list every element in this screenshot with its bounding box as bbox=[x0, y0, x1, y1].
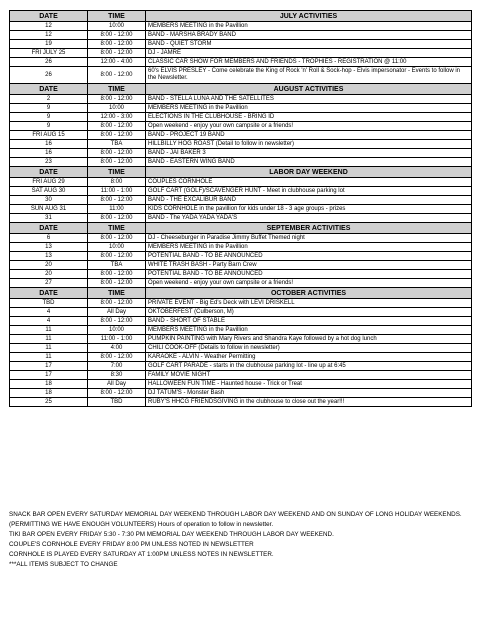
activity-date: 13 bbox=[10, 243, 88, 252]
activity-time: TBA bbox=[88, 140, 146, 149]
activity-row bbox=[10, 317, 472, 326]
activity-description: CLASSIC CAR SHOW FOR MEMBERS AND FRIENDS - TROPHIES - REGISTRATION @ 11:00 bbox=[146, 58, 472, 67]
activity-date: 11 bbox=[10, 353, 88, 362]
activity-date: 11 bbox=[10, 344, 88, 353]
activity-row bbox=[10, 299, 472, 308]
activity-row bbox=[10, 279, 472, 288]
activity-time: 11:00 - 1:00 bbox=[88, 187, 146, 196]
note-line: TIKI BAR OPEN EVERY FRIDAY 5:30 - 7:30 PM MEMORIAL DAY WEEKEND THROUGH LABOR DAY WEEKEND. bbox=[9, 531, 334, 538]
date-column-header: DATE bbox=[10, 11, 88, 22]
activity-row bbox=[10, 58, 472, 67]
section-header-row bbox=[10, 223, 472, 234]
time-column-header: TIME bbox=[88, 167, 146, 178]
activity-time: 11:00 - 1:00 bbox=[88, 335, 146, 344]
activity-description: DJ TATUM'S - Monster Bash bbox=[146, 389, 472, 398]
activity-date: 12 bbox=[10, 31, 88, 40]
activity-time: 8:00 - 12:00 bbox=[88, 196, 146, 205]
activity-row bbox=[10, 187, 472, 196]
activity-row bbox=[10, 31, 472, 40]
activity-description: BAND - JAI BAKER 3 bbox=[146, 149, 472, 158]
activity-date: FRI JULY 25 bbox=[10, 49, 88, 58]
activity-time: 8:00 - 12:00 bbox=[88, 31, 146, 40]
activity-time: 8:00 - 12:00 bbox=[88, 214, 146, 223]
note-line: ***ALL ITEMS SUBJECT TO CHANGE bbox=[9, 561, 118, 568]
activity-time: 8:00 - 12:00 bbox=[88, 67, 146, 84]
activity-row bbox=[10, 398, 472, 407]
activity-row bbox=[10, 140, 472, 149]
activity-time: 8:00 - 12:00 bbox=[88, 95, 146, 104]
activity-date: SUN AUG 31 bbox=[10, 205, 88, 214]
activity-time: 7:00 bbox=[88, 362, 146, 371]
activity-description: DJ - Cheeseburger in Paradise Jimmy Buffet Themed night bbox=[146, 234, 472, 243]
activity-description: KIDS CORNHOLE in the pavillion for kids under 18 - 3 age groups - prizes bbox=[146, 205, 472, 214]
date-column-header: DATE bbox=[10, 288, 88, 299]
activity-date: 27 bbox=[10, 279, 88, 288]
activity-description: BAND - QUIET STORM bbox=[146, 40, 472, 49]
activity-row bbox=[10, 214, 472, 223]
activity-description: FAMILY MOVIE NIGHT bbox=[146, 371, 472, 380]
activity-description: PUMPKIN PAINTING with Mary Rivers and Shandra Kaye followed by a hot dog lunch bbox=[146, 335, 472, 344]
activity-date: 17 bbox=[10, 371, 88, 380]
activity-time: 8:00 - 12:00 bbox=[88, 131, 146, 140]
activity-description: MEMBERS MEETING in the Pavillion bbox=[146, 243, 472, 252]
activity-time: 8:00 - 12:00 bbox=[88, 49, 146, 58]
activity-time: 10:00 bbox=[88, 104, 146, 113]
activity-time: 8:00 - 12:00 bbox=[88, 234, 146, 243]
activity-row bbox=[10, 149, 472, 158]
section-title: LABOR DAY WEEKEND bbox=[146, 167, 472, 178]
activity-time: 8:00 - 12:00 bbox=[88, 158, 146, 167]
activity-date: 9 bbox=[10, 122, 88, 131]
section-header-row bbox=[10, 84, 472, 95]
activity-description: PRIVATE EVENT - Big Ed's Deck with LEVI DRISKELL bbox=[146, 299, 472, 308]
time-column-header: TIME bbox=[88, 223, 146, 234]
activity-date: SAT AUG 30 bbox=[10, 187, 88, 196]
activity-row bbox=[10, 95, 472, 104]
activity-row bbox=[10, 205, 472, 214]
activity-row bbox=[10, 113, 472, 122]
activity-time: 8:30 bbox=[88, 371, 146, 380]
activity-description: OKTOBERFEST (Culberson, M) bbox=[146, 308, 472, 317]
activity-row bbox=[10, 380, 472, 389]
activity-time: 10:00 bbox=[88, 326, 146, 335]
activity-description: MEMBERS MEETING in the Pavillion bbox=[146, 104, 472, 113]
time-column-header: TIME bbox=[88, 288, 146, 299]
activity-row bbox=[10, 270, 472, 279]
activity-date: 13 bbox=[10, 252, 88, 261]
date-column-header: DATE bbox=[10, 84, 88, 95]
activity-description: COUPLES CORNHOLE bbox=[146, 178, 472, 187]
activity-description: BAND - PROJECT 19 BAND bbox=[146, 131, 472, 140]
activity-date: 2 bbox=[10, 95, 88, 104]
activity-description: BAND - EASTERN WING BAND bbox=[146, 158, 472, 167]
activity-description: HILLBILLY HOG ROAST (Detail to follow in newsletter) bbox=[146, 140, 472, 149]
activity-time: 10:00 bbox=[88, 243, 146, 252]
activity-time: 8:00 - 12:00 bbox=[88, 279, 146, 288]
activity-row bbox=[10, 261, 472, 270]
activity-row bbox=[10, 40, 472, 49]
activity-row bbox=[10, 104, 472, 113]
date-column-header: DATE bbox=[10, 223, 88, 234]
activity-description: KARAOKE - ALVIN - Weather Permitting bbox=[146, 353, 472, 362]
activity-description: BAND - SHORT OF STABLE bbox=[146, 317, 472, 326]
activity-description: DJ - JAMRE bbox=[146, 49, 472, 58]
activity-description: WHITE TRASH BASH - Party Barn Crew bbox=[146, 261, 472, 270]
activity-row bbox=[10, 243, 472, 252]
activity-description: ELECTIONS IN THE CLUBHOUSE - BRING ID bbox=[146, 113, 472, 122]
section-header-row bbox=[10, 11, 472, 22]
activity-description: Open weekend - enjoy your own campsite or a friends! bbox=[146, 279, 472, 288]
activity-row bbox=[10, 389, 472, 398]
activity-row bbox=[10, 308, 472, 317]
activity-date: 4 bbox=[10, 317, 88, 326]
activity-row bbox=[10, 22, 472, 31]
activity-row bbox=[10, 131, 472, 140]
activity-time: 10:00 bbox=[88, 22, 146, 31]
activity-description: MEMBERS MEETING in the Pavillion bbox=[146, 22, 472, 31]
activity-row bbox=[10, 353, 472, 362]
activity-time: TBA bbox=[88, 261, 146, 270]
activity-time: 8:00 - 12:00 bbox=[88, 389, 146, 398]
activity-description: 60's ELVIS PRESLEY - Come celebrate the King of Rock 'n' Roll & Sock-hop - Elvis impersonator - Events to follow in the Newsletter. bbox=[146, 67, 472, 84]
activity-date: 17 bbox=[10, 362, 88, 371]
activity-time: 8:00 - 12:00 bbox=[88, 270, 146, 279]
activities-table bbox=[9, 10, 472, 407]
note-line: COUPLE'S CORNHOLE EVERY FRIDAY 8:00 PM UNLESS NOTED IN NEWSLETTER bbox=[9, 541, 254, 548]
activity-date: 23 bbox=[10, 158, 88, 167]
activity-row bbox=[10, 122, 472, 131]
activity-date: 6 bbox=[10, 234, 88, 243]
activity-time: 8:00 - 12:00 bbox=[88, 122, 146, 131]
activity-time: 12:00 - 4:00 bbox=[88, 58, 146, 67]
activity-date: 30 bbox=[10, 196, 88, 205]
activity-date: 31 bbox=[10, 214, 88, 223]
section-title: AUGUST ACTIVITIES bbox=[146, 84, 472, 95]
activity-description: HALLOWEEN FUN TIME - Haunted house - Trick or Treat bbox=[146, 380, 472, 389]
section-title: SEPTEMBER ACTIVITIES bbox=[146, 223, 472, 234]
section-header-row bbox=[10, 167, 472, 178]
activity-time: 4:00 bbox=[88, 344, 146, 353]
activity-description: BAND - The YADA YADA YADA'S bbox=[146, 214, 472, 223]
activity-time: 11:00 bbox=[88, 205, 146, 214]
activity-date: 19 bbox=[10, 40, 88, 49]
activity-row bbox=[10, 326, 472, 335]
activity-time: 8:00 - 12:00 bbox=[88, 299, 146, 308]
activity-date: 26 bbox=[10, 67, 88, 84]
activity-row bbox=[10, 252, 472, 261]
activity-time: TBD bbox=[88, 398, 146, 407]
activity-date: 18 bbox=[10, 380, 88, 389]
section-header-row bbox=[10, 288, 472, 299]
activity-row bbox=[10, 234, 472, 243]
activity-date: 25 bbox=[10, 398, 88, 407]
section-title: JULY ACTIVITIES bbox=[146, 11, 472, 22]
activity-date: FRI AUG 29 bbox=[10, 178, 88, 187]
note-line: SNACK BAR OPEN EVERY SATURDAY MEMORIAL DAY WEEKEND THROUGH LABOR DAY WEEKEND AND ON SUNDAY OF LONG HOLIDAY WEEKENDS. (PERMITTING WE HAVE ENOUGH VOLUNTEERS) Hours of operation to follow in newsletter. bbox=[9, 511, 462, 528]
activity-row bbox=[10, 49, 472, 58]
note-line: CORNHOLE IS PLAYED EVERY SATURDAY AT 1:00PM UNLESS NOTES IN NEWSLETTER. bbox=[9, 551, 274, 558]
activity-description: BAND - MARSHA BRADY BAND bbox=[146, 31, 472, 40]
activity-date: 11 bbox=[10, 335, 88, 344]
activity-row bbox=[10, 178, 472, 187]
activity-time: 8:00 bbox=[88, 178, 146, 187]
activity-description: GOLF CART PARADE - starts in the clubhouse parking lot - line up at 6:45 bbox=[146, 362, 472, 371]
activity-date: 20 bbox=[10, 270, 88, 279]
activity-time: 8:00 - 12:00 bbox=[88, 353, 146, 362]
activity-date: 9 bbox=[10, 113, 88, 122]
activity-row bbox=[10, 362, 472, 371]
activity-date: 12 bbox=[10, 22, 88, 31]
activity-time: All Day bbox=[88, 380, 146, 389]
activity-row bbox=[10, 158, 472, 167]
activity-time: 8:00 - 12:00 bbox=[88, 40, 146, 49]
activity-description: Open weekend - enjoy your own campsite or a friends! bbox=[146, 122, 472, 131]
time-column-header: TIME bbox=[88, 11, 146, 22]
activity-description: GOLF CART (GOLF)/SCAVENGER HUNT - Meet in clubhouse parking lot bbox=[146, 187, 472, 196]
activity-date: 18 bbox=[10, 389, 88, 398]
activity-row bbox=[10, 67, 472, 84]
notes-section bbox=[9, 510, 471, 570]
activity-row bbox=[10, 335, 472, 344]
activity-description: CHILI COOK-OFF (Details to follow in newsletter) bbox=[146, 344, 472, 353]
activity-description: BAND - STELLA LUNA AND THE SATELLITES bbox=[146, 95, 472, 104]
activity-time: 8:00 - 12:00 bbox=[88, 149, 146, 158]
time-column-header: TIME bbox=[88, 84, 146, 95]
activity-time: 12:00 - 3:00 bbox=[88, 113, 146, 122]
activity-row bbox=[10, 371, 472, 380]
activity-date: 9 bbox=[10, 104, 88, 113]
activity-date: 20 bbox=[10, 261, 88, 270]
activity-description: MEMBERS MEETING in the Pavillion bbox=[146, 326, 472, 335]
activity-time: 8:00 - 12:00 bbox=[88, 252, 146, 261]
activity-date: 4 bbox=[10, 308, 88, 317]
activity-description: POTENTIAL BAND - TO BE ANNOUNCED bbox=[146, 270, 472, 279]
activity-date: 16 bbox=[10, 140, 88, 149]
activity-time: 8:00 - 12:00 bbox=[88, 317, 146, 326]
activity-row bbox=[10, 196, 472, 205]
date-column-header: DATE bbox=[10, 167, 88, 178]
activity-date: 11 bbox=[10, 326, 88, 335]
activity-date: 26 bbox=[10, 58, 88, 67]
activity-date: 16 bbox=[10, 149, 88, 158]
activity-description: BAND - THE EXCALIBUR BAND bbox=[146, 196, 472, 205]
activity-description: RUBY'S HHCG FRIENDSGIVING in the clubhouse to close out the year!!! bbox=[146, 398, 472, 407]
activity-time: All Day bbox=[88, 308, 146, 317]
section-title: OCTOBER ACTIVITIES bbox=[146, 288, 472, 299]
activity-row bbox=[10, 344, 472, 353]
activity-description: POTENTIAL BAND - TO BE ANNOUNCED bbox=[146, 252, 472, 261]
activity-date: FRI AUG 15 bbox=[10, 131, 88, 140]
activity-date: TBD bbox=[10, 299, 88, 308]
